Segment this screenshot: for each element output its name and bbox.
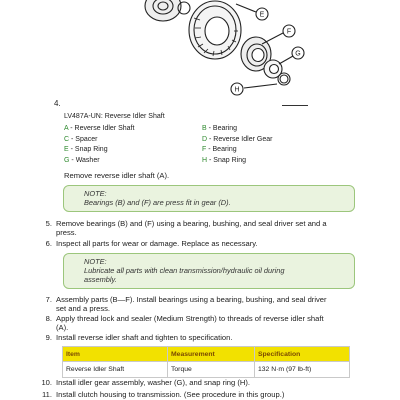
figure-title: LV487A-UN: Reverse Idler Shaft bbox=[64, 113, 165, 120]
note-box bbox=[63, 253, 355, 289]
table-header-specification: Specification bbox=[255, 347, 350, 362]
note-label: NOTE: bbox=[84, 257, 107, 266]
table-row bbox=[63, 362, 350, 378]
legend-item: F - Bearing bbox=[202, 146, 237, 153]
legend-item: B - Bearing bbox=[202, 125, 238, 132]
table-cell: 132 N·m (97 lb-ft) bbox=[255, 362, 350, 378]
step-7: 7. Assembly parts (B—F). Install bearings using a bearing, bushing, and seal driver set and a press. bbox=[45, 295, 327, 313]
legend-item: H - Snap Ring bbox=[202, 156, 246, 164]
legend-item: E - Snap Ring bbox=[64, 146, 108, 153]
table-header-item: Item bbox=[63, 347, 168, 362]
table-header-measurement: Measurement bbox=[168, 347, 255, 362]
step-6: 6. Inspect all parts for wear or damage. Replace as necessary. bbox=[45, 239, 258, 248]
table-cell: Reverse Idler Shaft bbox=[63, 362, 168, 378]
step-10: 10. Install idler gear assembly, washer (G), and snap ring (H). bbox=[41, 378, 250, 387]
table-header-row bbox=[63, 347, 350, 362]
legend-item: A - Reverse Idler Shaft bbox=[64, 125, 135, 132]
note-box bbox=[63, 185, 355, 212]
step-5: 5. Remove bearings (B) and (F) using a bearing, bushing, and seal driver set and a press. bbox=[45, 219, 327, 237]
legend-left bbox=[64, 124, 134, 166]
step-8: 8. Apply thread lock and sealer (Medium Strength) to threads of reverse idler shaft (A). bbox=[45, 314, 324, 332]
callout-label-f: F bbox=[286, 28, 292, 36]
callout-label-e: E bbox=[259, 11, 265, 19]
legend-right bbox=[202, 124, 272, 166]
note-label: NOTE: bbox=[84, 189, 107, 198]
callout-label-h: H bbox=[234, 86, 240, 94]
figure-divider bbox=[282, 105, 308, 106]
figure-step-number: 4. bbox=[54, 99, 61, 108]
table-cell: Torque bbox=[168, 362, 255, 378]
legend-item: D - Reverse Idler Gear bbox=[202, 135, 273, 143]
step-9: 9. Install reverse idler shaft and tighten to specification. bbox=[45, 333, 233, 342]
note-text: Bearings (B) and (F) are press fit in gear (D). bbox=[84, 198, 231, 207]
reverse-idler-shaft-illustration bbox=[0, 0, 400, 100]
note-text: Lubricate all parts with clean transmission/hydraulic oil during assembly. bbox=[84, 266, 285, 284]
step-11: 11. Install clutch housing to transmission. (See procedure in this group.) bbox=[42, 390, 285, 399]
intro-instruction: Remove reverse idler shaft (A). bbox=[64, 171, 170, 180]
legend-item: C - Spacer bbox=[64, 135, 98, 143]
specification-table bbox=[62, 346, 350, 378]
callout-label-g: G bbox=[295, 50, 301, 58]
legend-item: G - Washer bbox=[64, 156, 100, 164]
